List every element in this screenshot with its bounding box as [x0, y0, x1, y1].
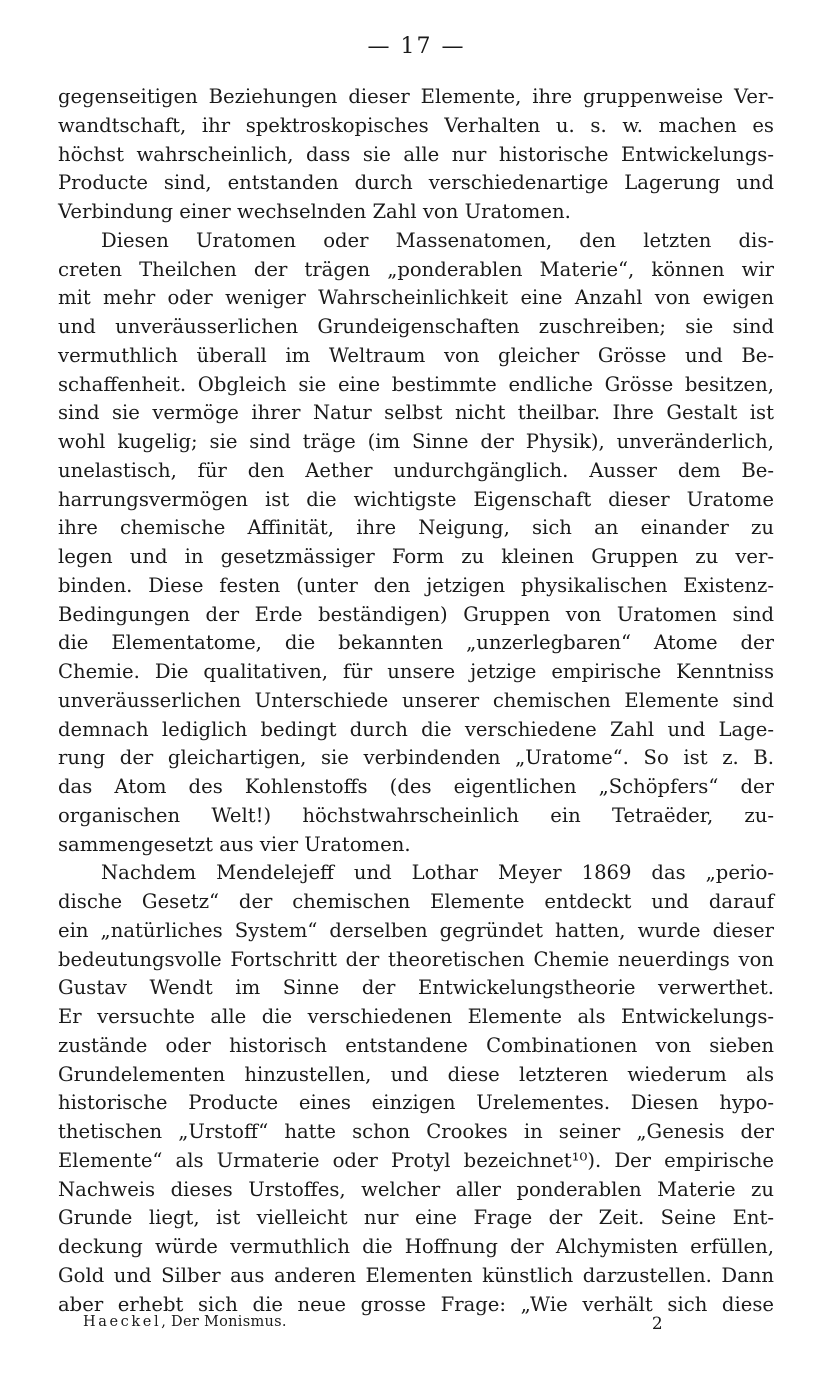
- text-line: vermuthlich überall im Weltraum von gleicher Grösse und Be-: [58, 343, 774, 367]
- text-line: creten Theilchen der trägen „ponderablen Materie“, können wir: [58, 257, 774, 281]
- footer-separator: ,: [161, 1314, 172, 1330]
- text-line: unveräusserlichen Unterschiede unserer chemischen Elemente sind: [58, 688, 774, 712]
- text-line: Nachdem Mendelejeff und Lothar Meyer 1869 das „perio-: [101, 861, 774, 885]
- text-line: Grunde liegt, ist vielleicht nur eine Frage der Zeit. Seine Ent-: [58, 1206, 774, 1230]
- text-line: organischen Welt!) höchstwahrscheinlich ein Tetraëder, zu-: [58, 803, 774, 827]
- text-line: bedeutungsvolle Fortschritt der theoretischen Chemie neuerdings von: [58, 947, 774, 971]
- text-line: Er versuchte alle die verschiedenen Elemente als Entwickelungs-: [58, 1005, 774, 1028]
- paragraph: [58, 859, 774, 1319]
- paragraph: [58, 227, 774, 860]
- paragraph: [58, 83, 774, 227]
- text-line: höchst wahrscheinlich, dass sie alle nur historische Entwickelungs-: [58, 142, 774, 166]
- text-line: Producte sind, entstanden durch verschiedenartige Lagerung und: [58, 171, 774, 195]
- text-line: harrungsvermögen ist die wichtigste Eigenschaft dieser Uratome: [58, 487, 774, 511]
- text-line: rung der gleichartigen, sie verbindenden „Uratome“. So ist z. B.: [58, 746, 774, 770]
- page-number: — 17 —: [367, 34, 466, 59]
- text-line: schaffenheit. Obgleich sie eine bestimmte endliche Grösse besitzen,: [58, 372, 774, 396]
- text-line: das Atom des Kohlenstoffs (des eigentlichen „Schöpfers“ der: [58, 775, 774, 798]
- text-line: historische Producte eines einzigen Urelementes. Diesen hypo-: [58, 1091, 774, 1115]
- text-line: die Elementatome, die bekannten „unzerlegbaren“ Atome der: [58, 631, 774, 655]
- text-line: Diesen Uratomen oder Massenatomen, den letzten dis-: [101, 228, 774, 252]
- text-line: dische Gesetz“ der chemischen Elemente entdeckt und darauf: [58, 890, 774, 913]
- text-line: Gold und Silber aus anderen Elementen künstlich darzustellen. Dann: [58, 1263, 774, 1287]
- text-line: sammengesetzt aus vier Uratomen.: [58, 832, 411, 856]
- text-line: unelastisch, für den Aether undurchgänglich. Ausser dem Be-: [58, 458, 774, 482]
- text-line: Grundelementen hinzustellen, und diese letzteren wiederum als: [58, 1062, 774, 1086]
- text-line: binden. Diese festen (unter den jetzigen physikalischen Existenz-: [58, 573, 774, 597]
- text-line: demnach lediglich bedingt durch die verschiedene Zahl und Lage-: [58, 717, 774, 741]
- signature-mark: 2: [651, 1314, 663, 1334]
- footer-author: Haeckel: [83, 1314, 162, 1330]
- body-text: [58, 83, 774, 1319]
- text-line: mit mehr oder weniger Wahrscheinlichkeit eine Anzahl von ewigen: [58, 286, 774, 310]
- text-line: wandtschaft, ihr spektroskopisches Verhalten u. s. w. machen es: [58, 113, 774, 137]
- text-line: Elemente“ als Urmaterie oder Protyl bezeichnet¹⁰). Der empirische: [58, 1148, 774, 1172]
- text-line: und unveräusserlichen Grundeigenschaften zuschreiben; sie sind: [58, 315, 774, 338]
- text-line: wohl kugelig; sie sind träge (im Sinne der Physik), unveränderlich,: [58, 430, 774, 453]
- text-line: Verbindung einer wechselnden Zahl von Uratomen.: [58, 200, 571, 223]
- text-line: Gustav Wendt im Sinne der Entwickelungstheorie verwerthet.: [58, 976, 774, 1000]
- text-line: sind sie vermöge ihrer Natur selbst nicht theilbar. Ihre Gestalt ist: [58, 401, 774, 425]
- text-line: Nachweis dieses Urstoffes, welcher aller ponderablen Materie zu: [58, 1177, 774, 1201]
- text-line: ein „natürliches System“ derselben gegründet hatten, wurde dieser: [58, 918, 774, 942]
- text-line: zustände oder historisch entstandene Combinationen von sieben: [58, 1033, 774, 1057]
- text-line: gegenseitigen Beziehungen dieser Elemente, ihre gruppenweise Ver-: [58, 85, 774, 108]
- text-line: legen und in gesetzmässiger Form zu kleinen Gruppen zu ver-: [58, 545, 774, 568]
- text-line: ihre chemische Affinität, ihre Neigung, sich an einander zu: [58, 516, 774, 540]
- footer-title: Der Monismus.: [171, 1314, 287, 1330]
- running-footer: [83, 1314, 663, 1334]
- text-line: deckung würde vermuthlich die Hoffnung der Alchymisten erfüllen,: [58, 1235, 774, 1258]
- text-line: aber erhebt sich die neue grosse Frage: „Wie verhält sich diese: [58, 1292, 774, 1316]
- text-line: thetischen „Urstoff“ hatte schon Crookes in seiner „Genesis der: [58, 1120, 774, 1143]
- text-line: Bedingungen der Erde beständigen) Gruppen von Uratomen sind: [58, 602, 774, 626]
- text-line: Chemie. Die qualitativen, für unsere jetzige empirische Kenntniss: [58, 660, 774, 683]
